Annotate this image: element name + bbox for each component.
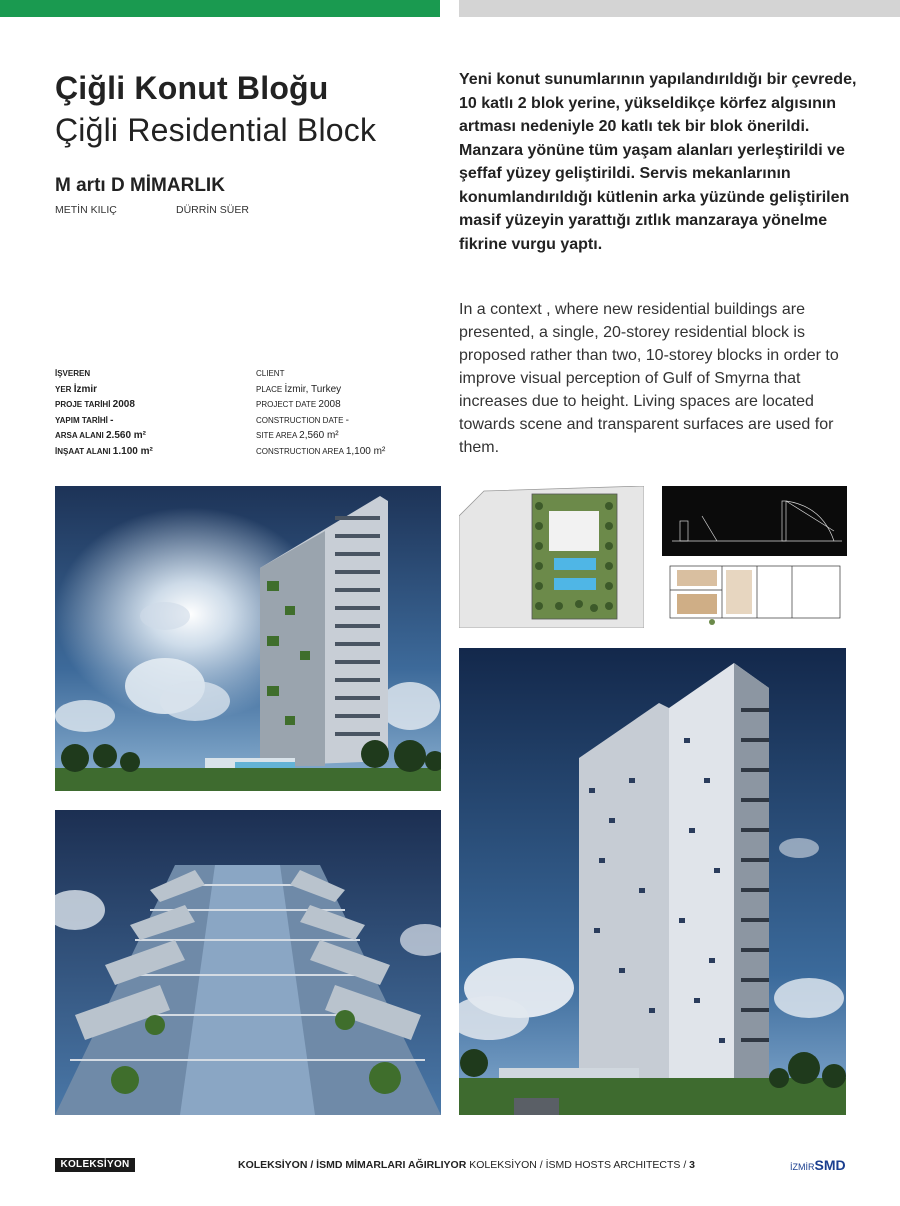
project-title-english: Çiğli Residential Block [55,112,377,148]
info-row [256,366,385,382]
info-row [55,413,153,429]
architect-name: METİN KILIÇ [55,204,117,216]
izmir-smd-logo [790,1157,846,1175]
koleksiyon-logo: KOLEKSİYON [55,1158,135,1172]
photo-twin-towers [459,648,846,1115]
info-value: - [345,414,349,426]
info-key: YAPIM TARİHİ [55,415,108,425]
info-row [55,444,153,460]
footer-caption [238,1159,695,1171]
info-row [256,428,385,444]
info-value: 2,560 m² [299,430,339,441]
info-key: İŞVEREN [55,369,91,378]
footer-caption-regular: KOLEKSİYON / İSMD HOSTS ARCHITECTS / [466,1159,690,1171]
info-key: CONSTRUCTION AREA [256,446,344,456]
info-value: 1,100 m² [345,445,386,457]
info-key: İNŞAAT ALANI [55,446,111,456]
info-key: PROJECT DATE [256,400,317,409]
floor-plan-drawing [662,560,847,628]
logo-big-text: SMD [814,1157,846,1173]
info-value: İzmir, Turkey [284,383,342,395]
info-key: ARSA ALANI [55,431,104,440]
info-row [256,382,385,398]
info-key: PROJE TARİHİ [55,400,111,409]
info-row [55,397,153,413]
info-key: CONSTRUCTION DATE [256,415,344,425]
info-row [55,382,153,398]
green-header-bar [0,0,440,17]
firm-name: M artı D MİMARLIK [55,175,225,196]
section-drawing [662,486,847,556]
photo-facade-balconies [55,810,441,1115]
info-value: İzmir [73,383,98,395]
site-plan-drawing [459,486,644,628]
info-key: CLIENT [256,369,285,378]
gray-header-bar [459,0,900,17]
description-turkish: Yeni konut sunumlarının yapılandırıldığı bir çevrede, 10 katlı 2 blok yerine, yükseldikçe körfez algısının artması nedeniyle 20 katlı tek bir blok önerildi. Manzara yönüne tüm yaşam alanları yerleştirildi ve şeffaf yüzey geliştirildi. Servis mekanlarının konumlandırıldığı kütlenin arka yüzünde geliştirilen masif yüzeyin yarattığı zıtlık manzaraya yönelme fikrine vurgu yaptı. [459,71,857,253]
info-key: SITE AREA [256,431,297,440]
photo-tower-exterior [55,486,441,791]
project-title-turkish: Çiğli Konut Bloğu [55,70,329,106]
info-value: 2008 [318,399,341,410]
info-row [256,413,385,429]
architect-name: DÜRRİN SÜER [176,204,249,216]
footer-caption-bold: KOLEKSİYON / İSMD MİMARLARI AĞIRLIYOR [238,1159,467,1171]
info-value: - [110,414,114,426]
info-key: PLACE [256,384,283,394]
description-english: In a context , where new residential buildings are presented, a single, 20-storey residential block is proposed rather than two, 10-storey blocks in order to improve visual perception of Gulf of Smyrna that increases due to height. Living spaces are located towards scene and transparent surfaces are used for them. [459,301,839,456]
info-row [256,397,385,413]
project-info-turkish [55,366,153,459]
info-key: YER [55,384,72,394]
info-row [55,366,153,382]
info-row [55,428,153,444]
logo-small-text: İZMİR [790,1162,815,1172]
info-row [256,444,385,460]
info-value: 1.100 m² [112,445,153,457]
info-value: 2.560 m² [105,430,147,441]
page-number: 3 [689,1159,695,1171]
info-value: 2008 [112,399,135,410]
project-info-english [256,366,385,459]
